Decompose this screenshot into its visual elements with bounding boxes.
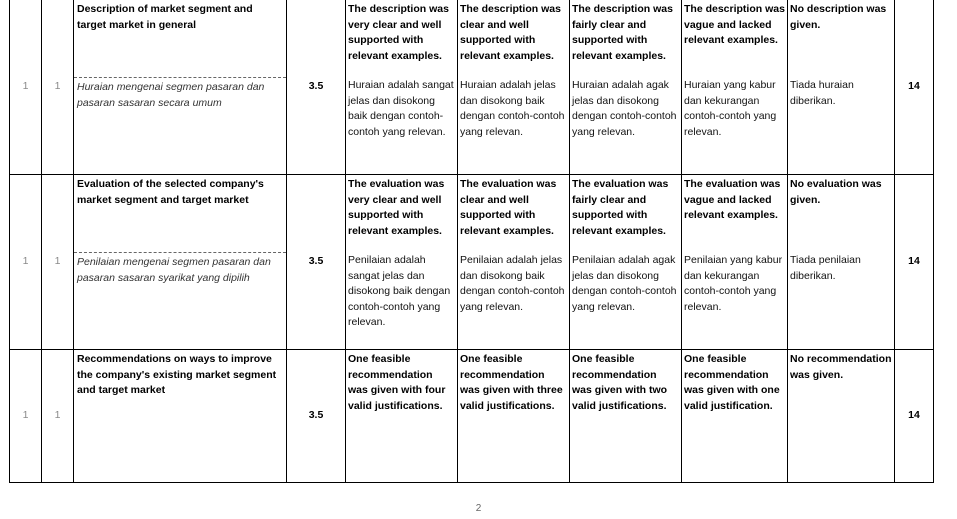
level-cell [788, 350, 895, 483]
level-malay: Penilaian yang kabur dan kekurangan contoh-contoh yang relevan. [684, 254, 783, 313]
criterion-malay: Penilaian mengenai segmen pasaran dan pasaran sasaran syarikat yang dipilih [74, 252, 286, 288]
level-malay: Huraian adalah agak jelas dan disokong dengan contoh-contoh yang relevan. [572, 79, 677, 138]
level-malay: Huraian adalah jelas dan disokong baik dengan contoh-contoh yang relevan. [460, 79, 565, 138]
level-cell [458, 175, 570, 350]
weight-value: 3.5 [287, 175, 346, 350]
level-malay: Tiada huraian diberikan. [790, 79, 854, 107]
level-malay: Penilaian adalah agak jelas dan disokong dengan contoh-contoh yang relevan. [572, 254, 677, 313]
row-index-2: 1 [42, 175, 74, 350]
level-english: The evaluation was clear and well supported with relevant examples. [460, 178, 557, 237]
level-english: The description was fairly clear and supported with relevant examples. [572, 3, 673, 62]
level-english: The evaluation was vague and lacked relevant examples. [684, 178, 781, 221]
level-cell [570, 350, 682, 483]
row-index-2: 1 [42, 0, 74, 175]
criterion-english: Description of market segment and target market in general [77, 3, 253, 31]
level-english: The description was clear and well supported with relevant examples. [460, 3, 561, 62]
row-index-2: 1 [42, 350, 74, 483]
weight-value: 3.5 [287, 0, 346, 175]
level-english: The description was vague and lacked relevant examples. [684, 3, 785, 46]
level-cell [788, 0, 895, 175]
level-english: One feasible recommendation was given with two valid justifications. [572, 353, 668, 412]
level-malay: Huraian yang kabur dan kekurangan contoh-contoh yang relevan. [684, 79, 777, 138]
table-row [10, 175, 934, 350]
level-malay: Penilaian adalah sangat jelas dan disokong baik dengan contoh-contoh yang relevan. [348, 254, 451, 328]
total-score: 14 [895, 0, 934, 175]
level-malay: Tiada penilaian diberikan. [790, 254, 861, 282]
level-cell [458, 350, 570, 483]
level-english: One feasible recommendation was given with four valid justifications. [348, 353, 446, 412]
criterion-english: Recommendations on ways to improve the company's existing market segment and target market [77, 353, 277, 396]
row-index-1: 1 [10, 0, 42, 175]
level-cell [346, 175, 458, 350]
criterion-cell [74, 350, 287, 483]
level-cell [682, 0, 788, 175]
level-english: No description was given. [790, 3, 887, 31]
level-malay: Penilaian adalah jelas dan disokong baik dengan contoh-contoh yang relevan. [460, 254, 565, 313]
criterion-cell [74, 175, 287, 350]
level-english: The evaluation was fairly clear and supported with relevant examples. [572, 178, 669, 237]
table-row [10, 0, 934, 175]
total-score: 14 [895, 350, 934, 483]
level-english: No recommendation was given. [790, 353, 892, 381]
level-english: One feasible recommendation was given with three valid justifications. [460, 353, 563, 412]
level-cell [346, 350, 458, 483]
criterion-malay: Huraian mengenai segmen pasaran dan pasaran sasaran secara umum [74, 77, 286, 113]
level-cell [458, 0, 570, 175]
rubric-table [9, 0, 934, 483]
page-number: 2 [475, 503, 482, 514]
row-index-1: 1 [10, 350, 42, 483]
level-cell [570, 175, 682, 350]
table-row [10, 350, 934, 483]
level-cell [346, 0, 458, 175]
level-cell [682, 175, 788, 350]
level-cell [682, 350, 788, 483]
row-index-1: 1 [10, 175, 42, 350]
level-cell [570, 0, 682, 175]
level-english: The description was very clear and well supported with relevant examples. [348, 3, 449, 62]
total-score: 14 [895, 175, 934, 350]
criterion-english: Evaluation of the selected company's market segment and target market [77, 178, 264, 206]
level-english: No evaluation was given. [790, 178, 882, 206]
level-malay: Huraian adalah sangat jelas dan disokong baik dengan contoh-contoh yang relevan. [348, 79, 454, 138]
level-cell [788, 175, 895, 350]
weight-value: 3.5 [287, 350, 346, 483]
level-english: One feasible recommendation was given with one valid justification. [684, 353, 780, 412]
level-english: The evaluation was very clear and well supported with relevant examples. [348, 178, 445, 237]
criterion-cell [74, 0, 287, 175]
